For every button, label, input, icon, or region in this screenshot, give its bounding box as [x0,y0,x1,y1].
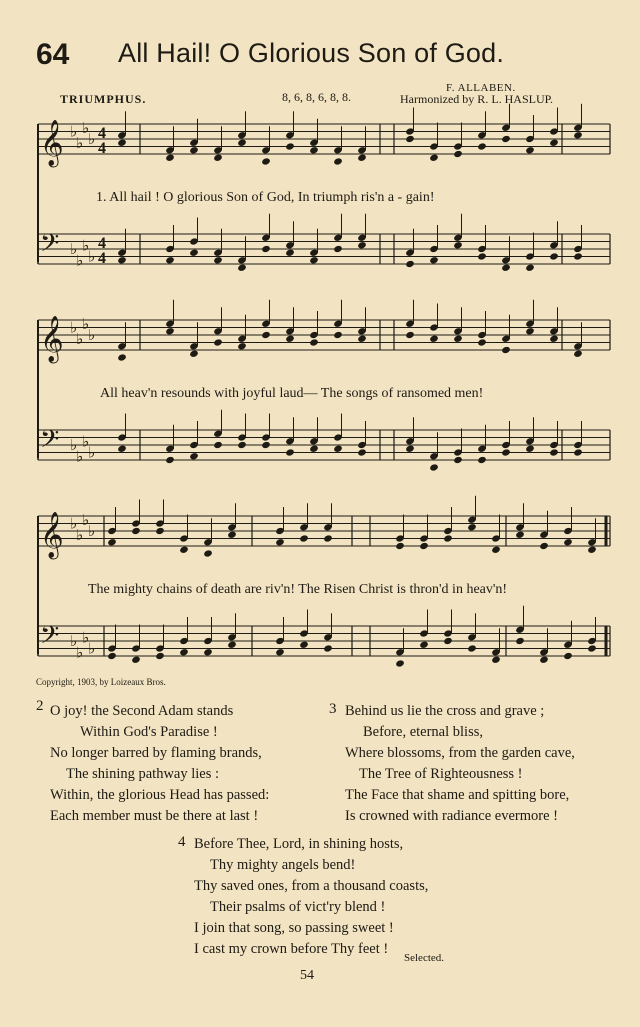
flat-sign-icon: ♭ [76,525,84,544]
note-head [539,542,549,550]
stanza-line: O joy! the Second Adam stands [50,703,234,719]
flat-sign-icon: ♭ [88,247,96,266]
note-head [405,260,415,268]
note-head [357,448,367,456]
stanza-4-number: 4 [178,834,186,850]
note-head [237,342,247,350]
note-head [587,546,597,554]
hymn-title: All Hail! O Glorious Son of God. [118,38,505,68]
meter: 8, 6, 8, 6, 8, 8. [282,90,351,104]
stanza-line: The Face that shame and spitting bore, [345,787,570,803]
note-head [501,448,511,456]
note-head [299,641,309,649]
note-head [563,538,573,546]
note-head [429,463,439,471]
note-head [453,456,463,464]
note-head [117,445,127,453]
flat-sign-icon: ♭ [88,326,96,344]
note-head [419,641,429,649]
flat-sign-icon: ♭ [76,251,84,270]
note-head [179,648,189,656]
page-number: 54 [300,968,314,983]
note-head [213,154,223,162]
flat-sign-icon: ♭ [70,240,78,258]
note-head [467,523,477,531]
stanza-line: Each member must be there at last ! [50,808,259,824]
flat-sign-icon: ♭ [76,329,84,348]
stanza-line: Before, eternal bliss, [363,724,483,740]
note-head [525,264,535,272]
note-head [333,445,343,453]
note-head [203,549,213,557]
note-head [299,534,309,542]
note-head [549,448,559,456]
flat-sign-icon: ♭ [76,447,84,466]
note-head [213,441,223,449]
note-head [453,335,463,343]
note-head [155,527,165,535]
note-head [165,154,175,162]
note-head [189,249,199,257]
note-head [443,534,453,542]
flat-sign-icon: ♭ [70,514,78,533]
copyright-notice: Copyright, 1903, by Loizeaux Bros. [36,677,166,687]
note-head [117,353,127,361]
flat-sign-icon: ♭ [82,118,90,137]
note-head [467,644,477,652]
flat-sign-icon: ♭ [88,130,96,148]
note-head [165,456,175,464]
note-head [227,531,237,539]
treble-clef-icon: 𝄞 [40,512,64,558]
stanza-line: Within, the glorious Head has passed: [50,787,270,803]
stanza-line: Is crowned with radiance evermore ! [345,808,558,824]
note-head [275,648,285,656]
note-head [323,534,333,542]
note-head [453,150,463,158]
stanza-line: The shining pathway lies : [66,766,220,782]
bass-clef-icon: 𝄢 [40,229,60,264]
note-head [491,656,501,664]
note-head [179,546,189,554]
note-head [203,648,213,656]
note-head [525,146,535,154]
time-signature-bottom: 4 [98,140,106,157]
note-head [573,252,583,260]
note-head [237,264,247,272]
attribution: Selected. [404,952,445,964]
note-head [285,335,295,343]
stanza-line: I join that song, so passing sweet ! [194,920,394,936]
stanza-line: I cast my crown before Thy feet ! [194,941,389,957]
flat-sign-icon: ♭ [82,314,90,333]
note-head [131,656,141,664]
time-signature-top: 4 [98,125,106,142]
stanza-line: Within God's Paradise ! [80,724,218,740]
note-head [285,142,295,150]
stanza-3 [345,701,575,827]
flat-sign-icon: ♭ [70,318,78,337]
note-head [189,452,199,460]
flat-sign-icon: ♭ [82,628,90,647]
note-head [333,331,343,339]
note-head [395,659,405,667]
note-head [477,142,487,150]
lyric-line-1: 1. All hail ! O glorious Son of God, In triumph ris'n a - gain! [96,190,435,205]
hymn-number: 64 [36,38,70,71]
stanza-line: The Tree of Righteousness ! [359,766,523,782]
note-head [131,527,141,535]
note-head [285,249,295,257]
note-head [515,637,525,645]
note-head [515,531,525,539]
note-head [501,264,511,272]
stanza-line: Thy mighty angels bend! [210,857,356,873]
stanza-line: Thy saved ones, from a thousand coasts, [194,878,429,894]
note-head [549,252,559,260]
note-head [261,441,271,449]
time-signature-bottom: 4 [98,250,106,267]
note-head [309,338,319,346]
stanza-line: Behind us lie the cross and grave ; [345,703,545,719]
note-head [525,327,535,335]
note-head [549,139,559,147]
note-head [275,538,285,546]
note-head [573,350,583,358]
note-head [491,546,501,554]
bass-clef-icon: 𝄢 [40,621,60,656]
note-head [429,256,439,264]
note-head [107,538,117,546]
stanza-4 [194,834,428,960]
note-head [261,245,271,253]
note-head [563,652,573,660]
note-head [189,350,199,358]
treble-clef-icon: 𝄞 [40,316,64,362]
stanza-line: No longer barred by flaming brands, [50,745,262,761]
flat-sign-icon: ♭ [76,643,84,662]
note-head [419,542,429,550]
note-head [285,448,295,456]
note-head [261,157,271,165]
note-head [309,146,319,154]
note-head [477,338,487,346]
note-head [443,637,453,645]
note-head [117,139,127,147]
flat-sign-icon: ♭ [70,632,78,650]
note-head [107,652,117,660]
note-head [237,139,247,147]
note-head [261,331,271,339]
note-head [237,441,247,449]
note-head [309,256,319,264]
note-head [429,154,439,162]
stanza-line: Where blossoms, from the garden cave, [345,745,575,761]
flat-sign-icon: ♭ [76,133,84,152]
stanza-2 [50,701,269,827]
stanza-line: Their psalms of vict'ry blend ! [210,899,386,915]
composer-credit: F. ALLABEN. [446,82,516,94]
stanza-2-number: 2 [36,698,44,714]
note-head [573,448,583,456]
note-head [453,241,463,249]
note-head [155,652,165,660]
note-head [477,456,487,464]
note-head [525,445,535,453]
flat-sign-icon: ♭ [82,236,90,255]
note-head [357,241,367,249]
note-head [165,256,175,264]
flat-sign-icon: ♭ [70,436,78,454]
flat-sign-icon: ♭ [88,443,96,462]
stanza-3-number: 3 [329,701,337,717]
tune-name: TRIUMPHUS. [60,92,147,106]
note-head [165,327,175,335]
note-head [333,245,343,253]
note-head [309,445,319,453]
flat-sign-icon: ♭ [82,510,90,529]
note-head [539,656,549,664]
lyric-line-2: All heav'n resounds with joyful laud— The songs of ransomed men! [100,386,484,401]
note-head [501,346,511,354]
note-head [587,644,597,652]
note-head [213,338,223,346]
treble-clef-icon: 𝄞 [40,120,64,166]
lyric-line-3: The mighty chains of death are riv'n! The Risen Christ is thron'd in heav'n! [88,582,508,597]
note-head [549,335,559,343]
flat-sign-icon: ♭ [88,639,96,658]
note-head [357,154,367,162]
note-head [395,542,405,550]
note-head [477,252,487,260]
note-head [189,146,199,154]
note-head [323,644,333,652]
note-head [429,335,439,343]
flat-sign-icon: ♭ [82,432,90,451]
note-head [357,335,367,343]
note-head [333,157,343,165]
note-head [573,131,583,139]
flat-sign-icon: ♭ [88,522,96,540]
stanza-line: Before Thee, Lord, in shining hosts, [194,836,404,852]
note-head [117,256,127,264]
bass-clef-icon: 𝄢 [40,425,60,460]
arranger-credit: Harmonized by R. L. HASLUP. [400,92,553,106]
note-head [227,641,237,649]
time-signature-top: 4 [98,235,106,252]
flat-sign-icon: ♭ [70,122,78,141]
note-head [405,445,415,453]
note-head [213,256,223,264]
note-head [501,135,511,143]
note-head [405,135,415,143]
note-head [405,331,415,339]
